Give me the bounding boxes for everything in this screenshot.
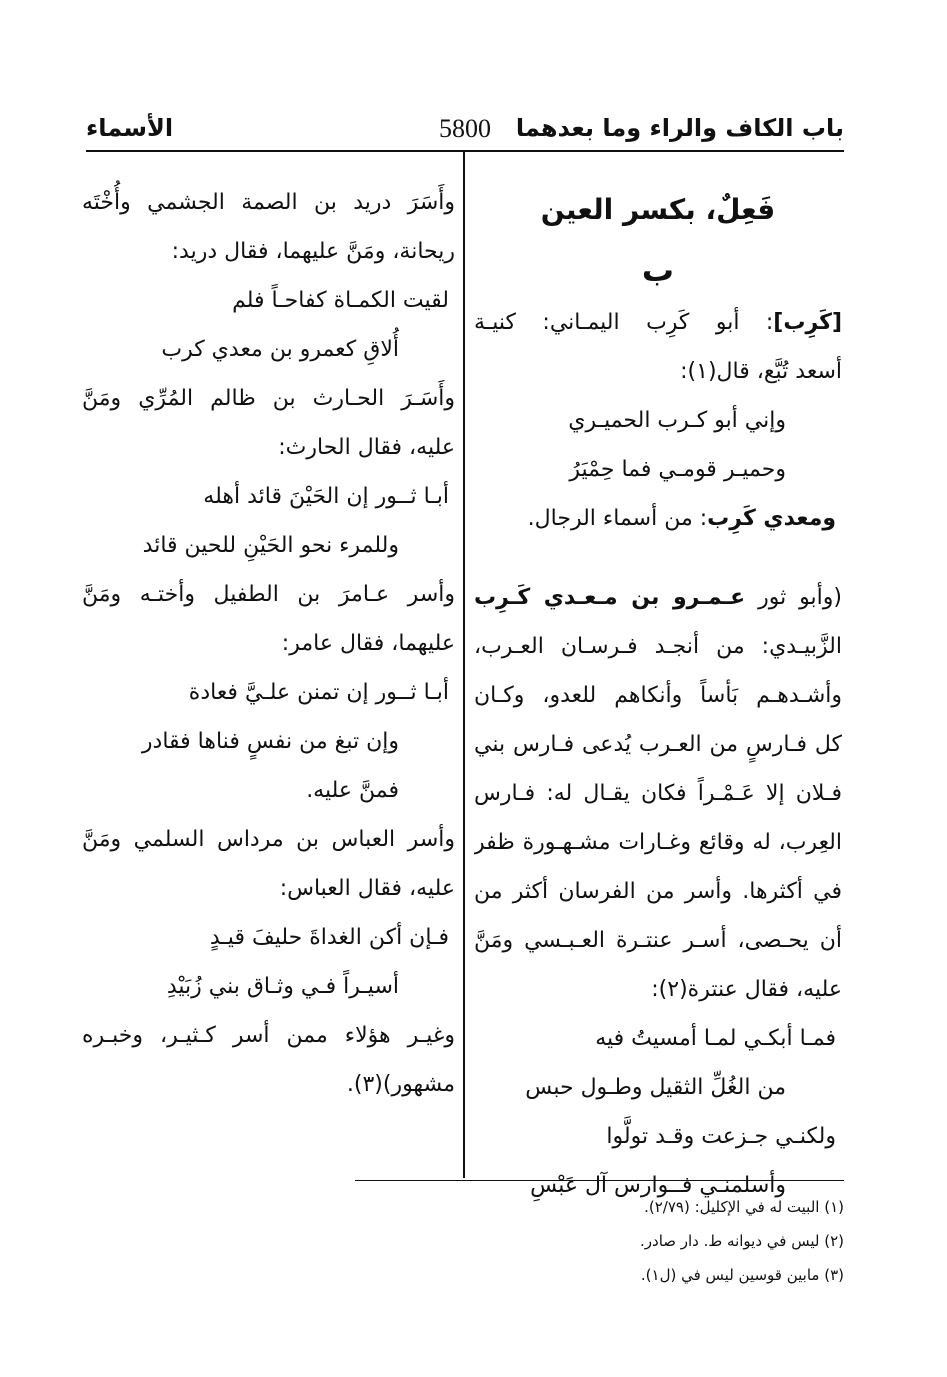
paragraph-line: عليه، فقال الحارث: [278, 435, 455, 460]
verse-hemistich: من الغُلِّ الثقيل وطـول حبس [525, 1075, 786, 1100]
entry-term: عـمـرو بن مـعـدي كَـرِب [474, 585, 746, 610]
verse-hemistich: فـإن أكن الغداةَ حليفَ قيـدٍ [209, 925, 449, 950]
paragraph-line: الزَّبيـدي: من أنجـد فـرسـان العـرب، [474, 634, 842, 659]
paragraph-line: وأَسَرَ دريد بن الصمة الجشمي وأُخْتَه [82, 190, 455, 215]
entry-term: ومعدي كَرِب [707, 506, 836, 531]
column-divider [463, 152, 465, 1178]
verse-hemistich: وحميـر قومـي فما حِمْيَرُ [569, 457, 786, 482]
section-title: الأسماء [86, 114, 174, 142]
verse-hemistich: فمـا أبكـي لمـا أمسيتُ فيه [595, 1026, 836, 1051]
verse-hemistich: وأسلمنـي فــوارس آل عَبْسِ [530, 1173, 786, 1198]
verse-hemistich: أبـا ثــور إن تمنن علـيَّ فعادة [188, 680, 449, 705]
paragraph-line: وأشـدهـم بَأساً وأنكاهم للعدو، وكـان [474, 683, 842, 708]
footnote-rule [355, 1180, 844, 1181]
paragraph-line: وأسر العباس بن مرداس السلمي ومَنَّ [82, 827, 455, 852]
paragraph-line: عليه، فقال عنترة(٢): [651, 977, 842, 1002]
paragraph-line: وأسر عـامرَ بن الطفيل وأختـه ومَنَّ [82, 582, 455, 607]
footnote: (١) البيت له في الإكليل: (٢/٧٩). [644, 1198, 844, 1216]
entry-term: [كَرِب] [773, 310, 842, 335]
paragraph-line: (وأبو ثور عـمـرو بن مـعـدي كَـرِب [474, 585, 842, 610]
paragraph-line: مشهور)(٣). [346, 1072, 455, 1097]
entry-karib-line-2: أسعد تُبَّع، قال(١): [680, 359, 842, 384]
verse-hemistich: وإن تبغ من نفسٍ فناها فقادر [141, 729, 399, 754]
header-rule [86, 150, 844, 152]
footnotes [355, 1190, 844, 1292]
footnote: (٣) مابين قوسين ليس في (ل١). [640, 1266, 844, 1284]
paragraph-line: وأَسَـرَ الحـارث بن ظالم المُرِّي ومَنَّ [82, 386, 455, 411]
footnote: (٢) ليس في ديوانه ط. دار صادر. [640, 1232, 844, 1250]
verse-hemistich: وإني أبو كـرب الحميـري [568, 408, 786, 433]
paragraph-line: في أكثرها. وأسر من الفرسان أكثر من [474, 879, 842, 904]
left-column [82, 178, 455, 1109]
verse-hemistich: أبـا ثــور إن الحَيْنَ قائد أهله [203, 484, 449, 509]
paragraph-line: العِرب، له وقائع وغـارات مشـهـورة ظفر [474, 830, 842, 855]
paragraph-line: عليهما، فقال عامر: [281, 631, 455, 656]
paragraph-line: فمنَّ عليه. [306, 778, 399, 803]
section-heading: فَعِلٌ، بكسر العين [540, 193, 776, 226]
paragraph-line: كل فـارسٍ من العـرب يُدعى فـارس بني [474, 732, 842, 757]
paragraph-line: ريحانة، ومَنَّ عليهما، فقال دريد: [171, 239, 455, 264]
chapter-title: باب الكاف والراء وما بعدهما [515, 114, 844, 142]
verse-hemistich: ولكنـي جـزعت وقـد تولَّوا [606, 1124, 836, 1149]
page-header [86, 108, 844, 152]
entry-maadi-karib: ومعدي كَرِب: من أسماء الرجال. [527, 506, 836, 531]
paragraph-line: أن يحـصى، أسـر عنتـرة العـبـسي ومَنَّ [474, 928, 842, 953]
verse-hemistich: وللمرء نحو الحَيْنِ للحين قائد [142, 533, 399, 558]
verse-hemistich: لقيت الكمـاة كفاحـاً فلم [232, 288, 449, 313]
page-number: 5800 [439, 114, 491, 143]
paragraph-line: فـلان إلا عَـمْـراً فكان يقـال له: فـارس [474, 781, 842, 806]
verse-hemistich: أسيـراً فـي وثـاق بني زُبَيْدِ [166, 974, 399, 999]
right-column [474, 178, 842, 1210]
entry-karib-line-1: [كَرِب]: أبو كَرِب اليمـاني: كنيـة [474, 310, 842, 335]
verse-hemistich: أُلاقِ كعمرو بن معدي كرب [161, 337, 399, 362]
paragraph-line: وغيـر هؤلاء ممن أسر كـثيـر، وخبـره [82, 1023, 455, 1048]
paragraph-line: عليه، فقال العباس: [279, 876, 455, 901]
letter-heading: ب [641, 251, 675, 289]
